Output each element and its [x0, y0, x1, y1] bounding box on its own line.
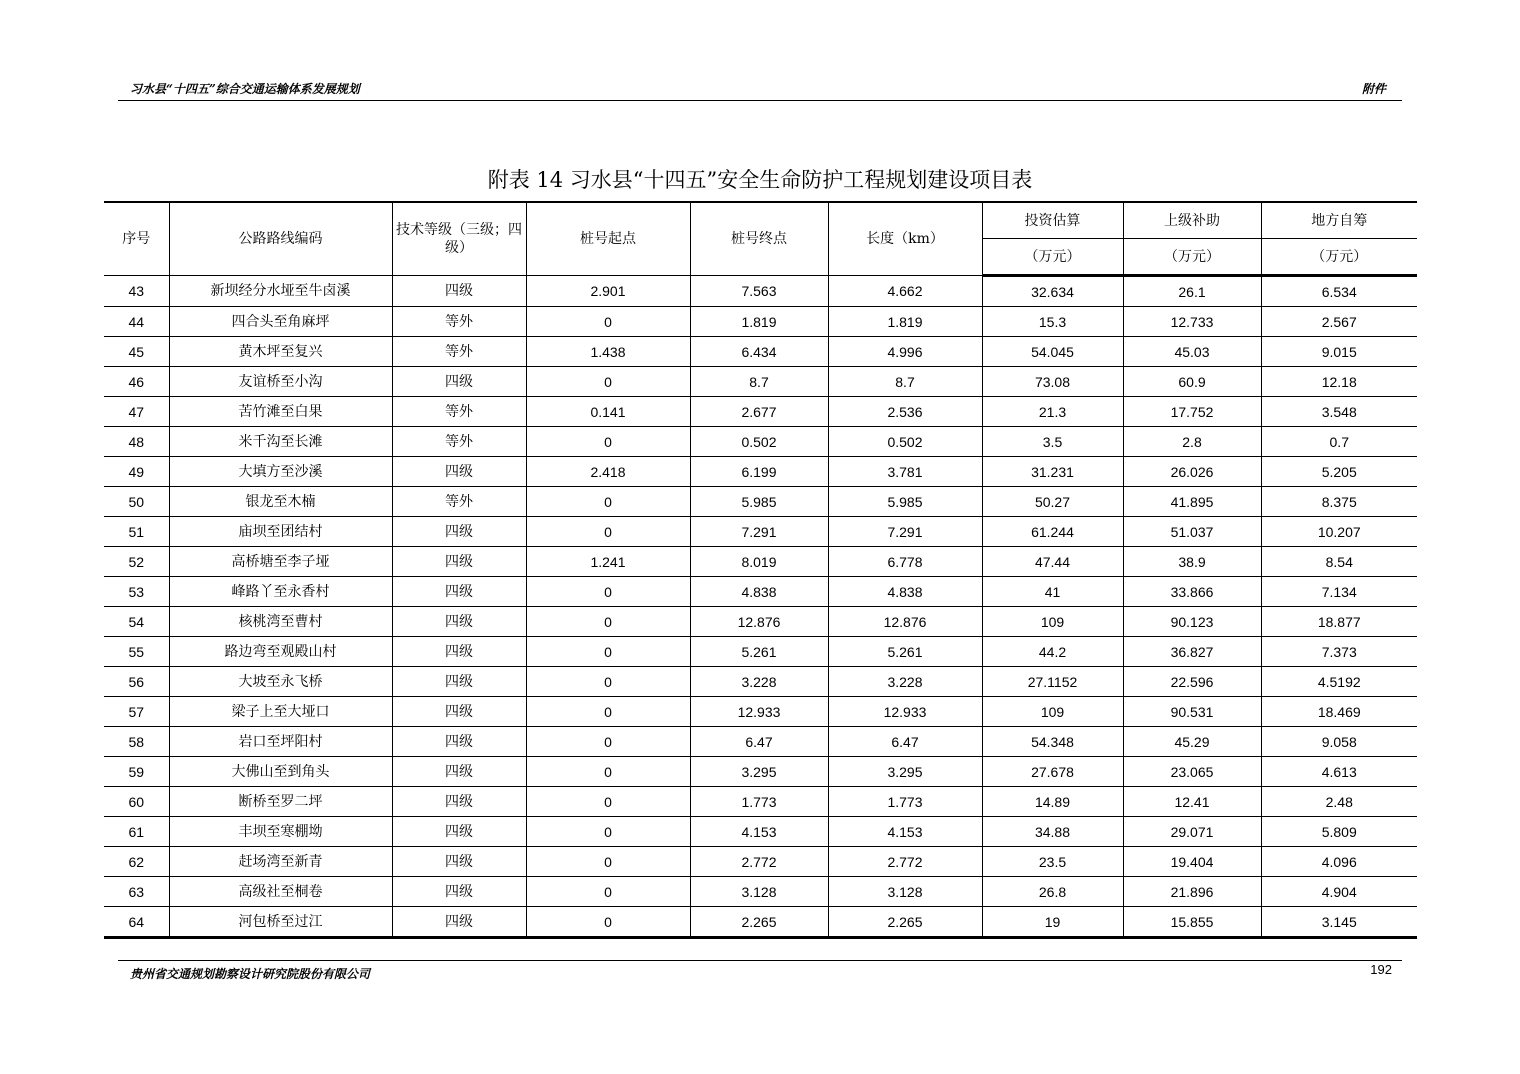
col-header-grade: 技术等级（三级；四级）	[392, 202, 526, 276]
cell-end: 7.563	[690, 276, 828, 307]
cell-invest: 19	[982, 907, 1123, 938]
table-title: 附表 14 习水县“十四五”安全生命防护工程规划建设项目表	[487, 168, 1033, 192]
cell-local: 6.534	[1261, 276, 1417, 307]
col-header-end: 桩号终点	[690, 202, 828, 276]
cell-road: 友谊桥至小沟	[169, 367, 392, 397]
cell-end: 2.772	[690, 847, 828, 877]
cell-grade: 四级	[392, 457, 526, 487]
cell-subsidy: 21.896	[1123, 877, 1261, 907]
cell-road: 路边弯至观殿山村	[169, 637, 392, 667]
footer-company: 贵州省交通规划勘察设计研究院股份有限公司	[130, 967, 371, 981]
cell-local: 7.373	[1261, 637, 1417, 667]
cell-invest: 47.44	[982, 547, 1123, 577]
cell-length: 2.265	[828, 907, 982, 938]
table-row	[104, 787, 1417, 817]
cell-grade: 四级	[392, 877, 526, 907]
table-row	[104, 577, 1417, 607]
cell-end: 4.838	[690, 577, 828, 607]
table-row	[104, 397, 1417, 427]
cell-length: 2.772	[828, 847, 982, 877]
table-row	[104, 667, 1417, 697]
cell-road: 赶场湾至新青	[169, 847, 392, 877]
cell-grade: 四级	[392, 547, 526, 577]
cell-invest: 41	[982, 577, 1123, 607]
cell-start: 0	[526, 877, 690, 907]
cell-length: 1.773	[828, 787, 982, 817]
cell-local: 12.18	[1261, 367, 1417, 397]
cell-seq: 53	[104, 577, 169, 607]
cell-subsidy: 12.41	[1123, 787, 1261, 817]
cell-end: 4.153	[690, 817, 828, 847]
cell-grade: 等外	[392, 427, 526, 457]
cell-grade: 四级	[392, 727, 526, 757]
cell-seq: 45	[104, 337, 169, 367]
cell-seq: 62	[104, 847, 169, 877]
table-row	[104, 847, 1417, 877]
cell-start: 2.901	[526, 276, 690, 307]
table-row	[104, 276, 1417, 307]
cell-length: 12.933	[828, 697, 982, 727]
cell-start: 0	[526, 907, 690, 938]
col-header-subsidy: 上级补助	[1123, 202, 1261, 239]
cell-seq: 57	[104, 697, 169, 727]
cell-length: 4.153	[828, 817, 982, 847]
cell-local: 4.904	[1261, 877, 1417, 907]
cell-invest: 31.231	[982, 457, 1123, 487]
cell-grade: 四级	[392, 577, 526, 607]
cell-start: 0	[526, 367, 690, 397]
footer-rule	[118, 960, 1402, 961]
cell-end: 2.265	[690, 907, 828, 938]
cell-start: 0	[526, 307, 690, 337]
cell-length: 1.819	[828, 307, 982, 337]
cell-subsidy: 17.752	[1123, 397, 1261, 427]
cell-start: 0	[526, 817, 690, 847]
cell-subsidy: 51.037	[1123, 517, 1261, 547]
cell-subsidy: 26.026	[1123, 457, 1261, 487]
cell-grade: 四级	[392, 787, 526, 817]
col-header-invest-unit: （万元）	[982, 239, 1123, 276]
cell-grade: 四级	[392, 367, 526, 397]
cell-subsidy: 45.29	[1123, 727, 1261, 757]
col-header-local-unit: （万元）	[1261, 239, 1417, 276]
cell-start: 0	[526, 847, 690, 877]
cell-road: 大坡至永飞桥	[169, 667, 392, 697]
table-row	[104, 817, 1417, 847]
cell-grade: 四级	[392, 907, 526, 938]
running-header-section: 附件	[1361, 82, 1386, 96]
cell-invest: 3.5	[982, 427, 1123, 457]
cell-start: 0	[526, 577, 690, 607]
cell-grade: 等外	[392, 307, 526, 337]
table-row	[104, 427, 1417, 457]
cell-road: 梁子上至大垭口	[169, 697, 392, 727]
cell-invest: 21.3	[982, 397, 1123, 427]
cell-grade: 四级	[392, 607, 526, 637]
cell-subsidy: 26.1	[1123, 276, 1261, 307]
table-header	[104, 202, 1417, 276]
cell-length: 0.502	[828, 427, 982, 457]
cell-start: 0	[526, 787, 690, 817]
cell-start: 0	[526, 757, 690, 787]
cell-end: 5.261	[690, 637, 828, 667]
table-row	[104, 457, 1417, 487]
cell-seq: 44	[104, 307, 169, 337]
cell-invest: 27.678	[982, 757, 1123, 787]
cell-subsidy: 15.855	[1123, 907, 1261, 938]
cell-road: 岩口至坪阳村	[169, 727, 392, 757]
cell-end: 1.773	[690, 787, 828, 817]
cell-end: 5.985	[690, 487, 828, 517]
cell-road: 高级社至桐卷	[169, 877, 392, 907]
cell-invest: 27.1152	[982, 667, 1123, 697]
cell-grade: 四级	[392, 276, 526, 307]
cell-length: 2.536	[828, 397, 982, 427]
cell-invest: 34.88	[982, 817, 1123, 847]
col-header-start: 桩号起点	[526, 202, 690, 276]
cell-road: 核桃湾至曹村	[169, 607, 392, 637]
cell-length: 4.838	[828, 577, 982, 607]
cell-length: 4.662	[828, 276, 982, 307]
cell-grade: 四级	[392, 637, 526, 667]
table-row	[104, 547, 1417, 577]
cell-local: 3.548	[1261, 397, 1417, 427]
cell-end: 7.291	[690, 517, 828, 547]
cell-grade: 四级	[392, 517, 526, 547]
cell-grade: 四级	[392, 847, 526, 877]
cell-length: 8.7	[828, 367, 982, 397]
table-row	[104, 757, 1417, 787]
cell-grade: 等外	[392, 397, 526, 427]
cell-road: 新坝经分水垭至牛卤溪	[169, 276, 392, 307]
cell-local: 9.015	[1261, 337, 1417, 367]
cell-invest: 109	[982, 607, 1123, 637]
cell-length: 7.291	[828, 517, 982, 547]
cell-invest: 15.3	[982, 307, 1123, 337]
cell-road: 高桥塘至李子垭	[169, 547, 392, 577]
table-row	[104, 337, 1417, 367]
col-header-road: 公路路线编码	[169, 202, 392, 276]
cell-local: 5.205	[1261, 457, 1417, 487]
cell-invest: 109	[982, 697, 1123, 727]
table-row	[104, 487, 1417, 517]
cell-start: 0.141	[526, 397, 690, 427]
cell-length: 4.996	[828, 337, 982, 367]
cell-invest: 54.348	[982, 727, 1123, 757]
cell-end: 12.933	[690, 697, 828, 727]
cell-length: 3.128	[828, 877, 982, 907]
table-row	[104, 877, 1417, 907]
table-row	[104, 307, 1417, 337]
cell-road: 黄木坪至复兴	[169, 337, 392, 367]
table-row	[104, 907, 1417, 938]
cell-start: 1.438	[526, 337, 690, 367]
cell-grade: 四级	[392, 697, 526, 727]
cell-subsidy: 29.071	[1123, 817, 1261, 847]
cell-end: 3.228	[690, 667, 828, 697]
cell-road: 四合头至角麻坪	[169, 307, 392, 337]
cell-seq: 48	[104, 427, 169, 457]
cell-seq: 52	[104, 547, 169, 577]
cell-start: 0	[526, 487, 690, 517]
header-rule	[118, 100, 1402, 101]
cell-end: 1.819	[690, 307, 828, 337]
cell-invest: 23.5	[982, 847, 1123, 877]
cell-end: 12.876	[690, 607, 828, 637]
cell-start: 0	[526, 637, 690, 667]
cell-local: 0.7	[1261, 427, 1417, 457]
table-row	[104, 367, 1417, 397]
cell-road: 苦竹滩至白果	[169, 397, 392, 427]
cell-subsidy: 90.531	[1123, 697, 1261, 727]
cell-grade: 四级	[392, 757, 526, 787]
cell-road: 米千沟至长滩	[169, 427, 392, 457]
cell-road: 峰路丫至永香村	[169, 577, 392, 607]
cell-start: 0	[526, 667, 690, 697]
cell-subsidy: 41.895	[1123, 487, 1261, 517]
cell-seq: 58	[104, 727, 169, 757]
cell-length: 6.47	[828, 727, 982, 757]
cell-end: 0.502	[690, 427, 828, 457]
cell-seq: 63	[104, 877, 169, 907]
cell-local: 5.809	[1261, 817, 1417, 847]
table-body	[104, 276, 1417, 938]
cell-road: 大填方至沙溪	[169, 457, 392, 487]
cell-road: 银龙至木楠	[169, 487, 392, 517]
cell-seq: 64	[104, 907, 169, 938]
cell-seq: 46	[104, 367, 169, 397]
cell-local: 8.375	[1261, 487, 1417, 517]
cell-subsidy: 12.733	[1123, 307, 1261, 337]
cell-seq: 49	[104, 457, 169, 487]
cell-subsidy: 23.065	[1123, 757, 1261, 787]
table-row	[104, 697, 1417, 727]
table-row	[104, 607, 1417, 637]
cell-seq: 60	[104, 787, 169, 817]
col-header-seq: 序号	[104, 202, 169, 276]
cell-length: 3.228	[828, 667, 982, 697]
cell-grade: 四级	[392, 817, 526, 847]
cell-road: 丰坝至寒棚坳	[169, 817, 392, 847]
cell-end: 8.019	[690, 547, 828, 577]
cell-subsidy: 33.866	[1123, 577, 1261, 607]
cell-seq: 59	[104, 757, 169, 787]
col-header-length: 长度（km）	[828, 202, 982, 276]
cell-invest: 73.08	[982, 367, 1123, 397]
cell-seq: 54	[104, 607, 169, 637]
cell-local: 7.134	[1261, 577, 1417, 607]
cell-subsidy: 45.03	[1123, 337, 1261, 367]
cell-invest: 26.8	[982, 877, 1123, 907]
cell-end: 6.199	[690, 457, 828, 487]
cell-invest: 44.2	[982, 637, 1123, 667]
cell-subsidy: 38.9	[1123, 547, 1261, 577]
cell-local: 8.54	[1261, 547, 1417, 577]
cell-subsidy: 36.827	[1123, 637, 1261, 667]
cell-road: 断桥至罗二坪	[169, 787, 392, 817]
cell-grade: 四级	[392, 667, 526, 697]
cell-end: 6.47	[690, 727, 828, 757]
cell-subsidy: 90.123	[1123, 607, 1261, 637]
cell-local: 4.5192	[1261, 667, 1417, 697]
cell-start: 0	[526, 727, 690, 757]
cell-invest: 50.27	[982, 487, 1123, 517]
cell-subsidy: 22.596	[1123, 667, 1261, 697]
cell-local: 10.207	[1261, 517, 1417, 547]
table-row	[104, 727, 1417, 757]
cell-end: 8.7	[690, 367, 828, 397]
cell-end: 2.677	[690, 397, 828, 427]
cell-length: 3.295	[828, 757, 982, 787]
cell-local: 2.48	[1261, 787, 1417, 817]
cell-grade: 等外	[392, 487, 526, 517]
cell-local: 9.058	[1261, 727, 1417, 757]
cell-length: 5.985	[828, 487, 982, 517]
cell-length: 5.261	[828, 637, 982, 667]
project-table	[104, 201, 1417, 939]
cell-end: 3.295	[690, 757, 828, 787]
cell-road: 大佛山至到角头	[169, 757, 392, 787]
cell-length: 12.876	[828, 607, 982, 637]
page-number: 192	[1370, 962, 1392, 977]
cell-road: 河包桥至过江	[169, 907, 392, 938]
cell-end: 3.128	[690, 877, 828, 907]
cell-local: 4.613	[1261, 757, 1417, 787]
col-header-invest: 投资估算	[982, 202, 1123, 239]
cell-invest: 61.244	[982, 517, 1123, 547]
cell-length: 6.778	[828, 547, 982, 577]
cell-road: 庙坝至团结村	[169, 517, 392, 547]
cell-subsidy: 60.9	[1123, 367, 1261, 397]
cell-seq: 50	[104, 487, 169, 517]
cell-subsidy: 2.8	[1123, 427, 1261, 457]
cell-start: 0	[526, 517, 690, 547]
cell-subsidy: 19.404	[1123, 847, 1261, 877]
cell-local: 4.096	[1261, 847, 1417, 877]
cell-length: 3.781	[828, 457, 982, 487]
cell-seq: 55	[104, 637, 169, 667]
cell-start: 1.241	[526, 547, 690, 577]
cell-grade: 等外	[392, 337, 526, 367]
col-header-local: 地方自筹	[1261, 202, 1417, 239]
cell-start: 0	[526, 607, 690, 637]
cell-start: 0	[526, 697, 690, 727]
cell-local: 3.145	[1261, 907, 1417, 938]
cell-seq: 61	[104, 817, 169, 847]
cell-seq: 56	[104, 667, 169, 697]
cell-seq: 43	[104, 276, 169, 307]
cell-seq: 47	[104, 397, 169, 427]
cell-seq: 51	[104, 517, 169, 547]
cell-local: 18.469	[1261, 697, 1417, 727]
col-header-subsidy-unit: （万元）	[1123, 239, 1261, 276]
cell-invest: 32.634	[982, 276, 1123, 307]
cell-invest: 14.89	[982, 787, 1123, 817]
cell-local: 18.877	[1261, 607, 1417, 637]
table-row	[104, 637, 1417, 667]
cell-end: 6.434	[690, 337, 828, 367]
running-header-title: 习水县“十四五”综合交通运输体系发展规划	[130, 82, 360, 96]
cell-start: 0	[526, 427, 690, 457]
table-row	[104, 517, 1417, 547]
cell-local: 2.567	[1261, 307, 1417, 337]
cell-invest: 54.045	[982, 337, 1123, 367]
cell-start: 2.418	[526, 457, 690, 487]
